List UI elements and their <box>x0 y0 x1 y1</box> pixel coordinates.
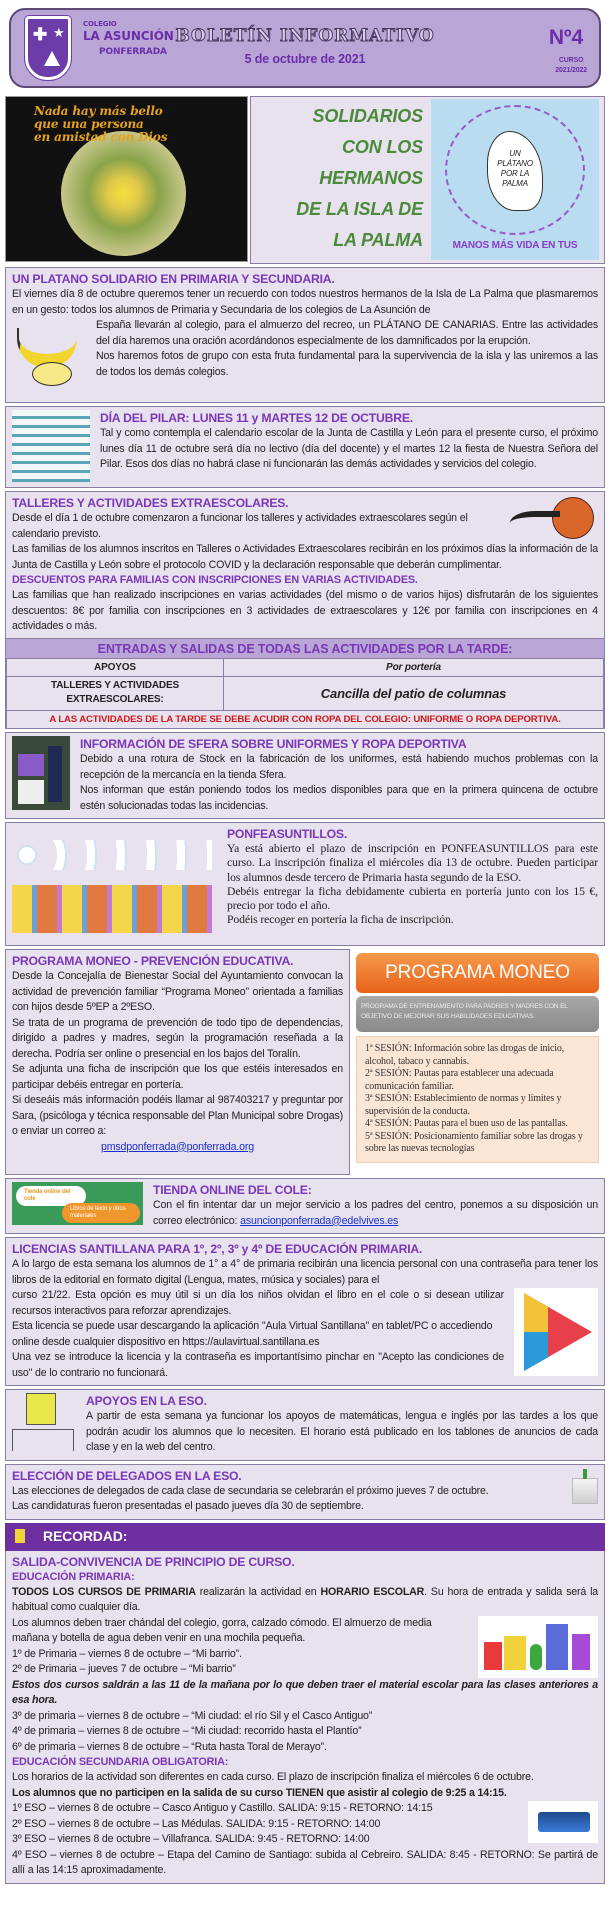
moneo-banner: PROGRAMA MONEO <box>356 953 599 993</box>
solidarity-title: SOLIDARIOS CON LOS HERMANOS DE LA ISLA DE LA PALMA <box>296 106 423 250</box>
banana-icon <box>12 318 86 398</box>
bus-icon <box>528 1801 598 1843</box>
newsletter-date: 5 de octubre de 2021 <box>244 52 366 66</box>
newsletter-body <box>5 96 605 1884</box>
section-title: TALLERES Y ACTIVIDADES EXTRAESCOLARES. <box>12 496 289 510</box>
online-shop-image: Tienda online del cole Libros de texto y otros materiales <box>12 1182 143 1225</box>
children-clouds-image <box>12 840 217 940</box>
uniform-warning: A LAS ACTIVIDADES DE LA TARDE SE DEBE ACUDIR CON ROPA DEL COLEGIO: UNIFORME O ROPA DEPORTIVA. <box>7 710 604 728</box>
moneo-section: PROGRAMA MONEO - PREVENCIÓN EDUCATIVA. Desde la Concejalía de Bienestar Social del Ayuntamiento convocan la actividad de prevención familiar “Programa Moneo” orientada a familias con hijos desde 5ºEP a 2ºESO. Se trata de un programa de prevención de todo tipo de dependencias, dirigido a padres y madres, según la programación reseñada a la derecha. Podría ser online o presencial en los bajos del Toralín. Se adjunta una ficha de inscripción que los que estéis interesados en participar debéis entregar en portería. Si deseáis más información podéis llamar al 987403217 y preguntar por Sara, (psicóloga y técnica responsable del Plan Municipal sobre Drogas) o enviar un correo a: pmsdponferrada@ponferrada.org <box>5 949 350 1175</box>
primaria-note: Estos dos cursos saldrán a las 11 de la mañana por lo que deben traer el material escolar para las clases anteriores a esa hora. <box>12 1678 598 1706</box>
platano-section: UN PLATANO SOLIDARIO EN PRIMARIA Y SECUNDARIA. El viernes día 8 de octubre queremos tener un recuerdo con todos nuestros hermanos de la Isla de La Palma que plasmaremos en un gesto: todos los alumnos de Primaria y Secundaria de los colegios de La Asunción de España llevarán al colegio, para el almuerzo del recreo, un PLÁTANO DE CANARIAS. Entre las actividades del día haremos una oración acordándonos especialmente de los damnificados por la erupción. Nos haremos fotos de grupo con esta fruta fundamental para la supervivencia de la isla y las uniremos a las de todos los demás colegios. <box>5 267 605 403</box>
santillana-app-icon <box>514 1288 598 1376</box>
licencias-section: LICENCIAS SANTILLANA PARA 1º, 2º, 3º y 4º DE EDUCACIÓN PRIMARIA. A lo largo de esta semana los alumnos de 1° a 4° de primaria recibirán una licencia personal con una contraseña para tener los libros de la editorial en formato digital (Lengua, mates, música y sociales) para el curso 21/22. Esta opción es muy útil si un día los niños olvidan el libro en el cole o si desean utilizar recursos interactivos para reforzar aprendizajes. Esta licencia se puede usar descargando la aplicación "Aula Virtual Santillana" en tablet/PC o accediendo online desde cualquier dispositivo en https://aulavirtual.santillana.es Una vez se introduce la licencia y la contraseña es importantísimo pinchar en "Acepto las condiciones de uso" de lo contrario no funcionará. <box>5 1237 605 1386</box>
moneo-program-graphic <box>350 949 605 1167</box>
la-palma-box <box>250 96 605 264</box>
section-title: TIENDA ONLINE DEL COLE: <box>153 1183 312 1197</box>
uniforms-image <box>12 736 70 810</box>
section-title: PONFEASUNTILLOS. <box>227 827 348 841</box>
school-logo-icon: ✚ ★ <box>25 16 71 80</box>
classroom-drawing-icon <box>12 1393 76 1451</box>
section-title: APOYOS EN LA ESO. <box>86 1394 207 1408</box>
tienda-section: Tienda online del cole Libros de texto y otros materiales TIENDA ONLINE DEL COLE: Con el fin intentar dar un mejor servicio a los padres del centro, ponemos a su disposición un correo electrónico: asuncionponferrada@edelvives.es <box>5 1178 605 1234</box>
section-title: INFORMACIÓN DE SFERA SOBRE UNIFORMES Y ROPA DEPORTIVA <box>80 737 467 751</box>
sfera-section: INFORMACIÓN DE SFERA SOBRE UNIFORMES Y ROPA DEPORTIVA Debido a una rotura de Stock en la fabricación de los uniformes, está habiendo muchos problemas con la recepción de la mercancía en la tienda Sfera. Nos informan que están poniendo todos los medios disponibles para que en la primera quincena de octubre estén solucionadas todas las incidencias. <box>5 732 605 819</box>
cactus-quote: Nada hay más bello que una persona en amistad con Dios <box>34 104 168 144</box>
moneo-banner-subtitle: PROGRAMA DE ENTRENAMIENTO PARA PADRES Y MADRES CON EL OBJETIVO DE MEJORAR SUS HABILIDADES EDUCATIVAS. <box>356 996 599 1032</box>
issue-number: Nº4 <box>548 26 583 49</box>
school-label: COLEGIO <box>83 20 117 28</box>
la-palma-circle-image <box>431 99 599 260</box>
section-title: PROGRAMA MONEO - PREVENCIÓN EDUCATIVA. <box>12 954 294 968</box>
moneo-row <box>5 949 605 1175</box>
section-title: LICENCIAS SANTILLANA PARA 1º, 2º, 3º y 4º DE EDUCACIÓN PRIMARIA. <box>12 1242 423 1256</box>
hero-row <box>5 96 605 264</box>
section-title: UN PLATANO SOLIDARIO EN PRIMARIA Y SECUNDARIA. <box>12 272 335 286</box>
note-icon <box>15 1529 25 1543</box>
basketball-icon <box>506 497 598 529</box>
section-title: SALIDA-CONVIVENCIA DE PRINCIPIO DE CURSO. <box>12 1554 295 1569</box>
recordad-block <box>5 1523 605 1884</box>
recordad-section: SALIDA-CONVIVENCIA DE PRINCIPIO DE CURSO. EDUCACIÓN PRIMARIA: TODOS LOS CURSOS DE PRIMARIA realizarán la actividad en HORARIO ESCOLAR. Su hora de entrada y salida será la habitual como cualquier día. Los alumnos deben traer chándal del colegio, gorra, calzado cómodo. El almuerzo de media mañana y botella de agua deben venir en una mochila pequeña. 1º de Primaria – viernes 8 de octubre – “Mi barrio”. 2º de Primaria – jueves 7 de octubre – “Mi barrio” Estos dos cursos saldrán a las 11 de la mañana por lo que deben traer el material escolar para las clases anteriores a esa hora. 3º de primaria – viernes 8 de octubre – “Mi ciudad: el río Sil y el Casco Antiguo” 4º de primaria – viernes 8 de octubre – “Mi ciudad: recorrido hasta el Plantío” 6º de primaria – viernes 8 de octubre – “Ruta hasta Toral de Merayo”. EDUCACIÓN SECUNDARIA OBLIGATORIA: Los horarios de la actividad son diferentes en cada curso. El plazo de inscripción finaliza el miércoles 6 de octubre. Los alumnos que no participen en la salida de su curso TIENEN que asistir al colegio de 9:25 a 14:15. 1º ESO – viernes 8 de octubre – Casco Antiguo y Castillo. SALIDA: 9:15 - RETORNO: 14:15 2º ESO – viernes 8 de octubre – Las Médulas. SALIDA: 9:15 - RETORNO: 14:00 3º ESO – viernes 8 de octubre – Villafranca. SALIDA: 9:45 - RETORNO: 14:00 4º ESO – viernes 8 de octubre – Etapa del Camino de Santiago: subida al Cebreiro. SALIDA: 8:45 - RETORNO: Se partirá de allí a las 14:15 aproximadamente. <box>5 1551 605 1884</box>
eleccion-section: ELECCIÓN DE DELEGADOS EN LA ESO. Las elecciones de delegados de cada clase de secundaria se celebrarán el próximo jueves 7 de octubre. Las candidaturas fueron presentadas el pasado jueves día 30 de septiembre. <box>5 1464 605 1520</box>
school-year: CURSO 2021/2022 <box>555 57 587 74</box>
ballot-box-icon <box>572 1478 598 1504</box>
school-city: PONFERRADA <box>99 47 167 57</box>
circle-slogan: MANOS MÁS VIDA EN TUS <box>452 240 578 251</box>
island-text: UN PLÁTANO POR LA PALMA <box>497 149 533 188</box>
entradas-table: APOYOS Por portería TALLERES Y ACTIVIDADES EXTRAESCOLARES: Cancilla del patio de columnas A LAS ACTIVIDADES DE LA TARDE SE DEBE ACUDIR CON ROPA DEL COLEGIO: UNIFORME O ROPA DEPORTIVA. <box>6 658 604 729</box>
apoyos-section: APOYOS EN LA ESO. A partir de esta semana ya funcionar los apoyos de matemáticas, lengua e inglés por las tardes a los que podrán acudir los alumnos que lo necesiten. El horario está publicado en los tablones de anuncios de cada clase y en la web del centro. <box>5 1389 605 1461</box>
talleres-section: TALLERES Y ACTIVIDADES EXTRAESCOLARES. Desde el día 1 de octubre comenzaron a funcionar los talleres y actividades extraescolares según el calendario previsto. Las familias de los alumnos inscritos en Talleres o Actividades Extraescolares recibirán en los próximos días la información de la Junta de Castilla y León sobre el protocolo COVID y la declaración responsable que deberán cumplimentar. DESCUENTOS PARA FAMILIAS CON INSCRIPCIONES EN VARIAS ACTIVIDADES. Las familias que han realizado inscripciones en varias actividades (del mismo o de varios hijos) disfrutarán de los siguientes descuentos: 8€ por familia con inscripciones en 3 actividades de extraescolares y 12€ por familia con inscripciones en 4 actividades o más. ENTRADAS Y SALIDAS DE TODAS LAS ACTIVIDADES POR LA TARDE: APOYOS Por portería TALLERES Y ACTIVIDADES EXTRAESCOLARES: Cancilla del patio de columnas A LAS ACTIVIDADES DE LA TARDE SE DEBE ACUDIR CON ROPA DEL COLEGIO: UNIFORME O ROPA DEPORTIVA. <box>5 491 605 729</box>
newsletter-title: BOLETÍN INFORMATIVO <box>175 26 435 46</box>
recordad-header <box>5 1523 605 1551</box>
newsletter-header <box>9 8 601 88</box>
tienda-email-link[interactable]: asuncionponferrada@edelvives.es <box>240 1214 399 1227</box>
pilar-section: DÍA DEL PILAR: LUNES 11 y MARTES 12 DE OCTUBRE. Tal y como contempla el calendario escolar de la Junta de Castilla y León para el presente curso, el próximo lunes día 11 de octubre será día no lectivo (día del docente) y el martes 12 la fiesta de Nuestra Señora del Pilar. Esos dos días no habrá clase ni funcionarán las demás actividades y servicios del colegio. <box>5 406 605 488</box>
cactus-image <box>5 96 248 262</box>
calendar-icon <box>12 410 90 482</box>
session-list: 1ª SESIÓN: Información sobre las drogas de inicio, alcohol, tabaco y cannabis. 2ª SESIÓN: Pautas para establecer una adecuada comunicación familiar. 3ª SESIÓN: Establecimiento de normas y límites y supervisión de la conducta. 4ª SESIÓN: Pautas para el buen uso de las pantallas. 5ª SESIÓN: Posicionamiento familiar sobre las drogas y sobre las nuevas tecnologías <box>356 1036 599 1163</box>
houses-drawing-image <box>478 1616 598 1678</box>
school-name: LA ASUNCIÓN <box>83 29 174 43</box>
section-title: ELECCIÓN DE DELEGADOS EN LA ESO. <box>12 1468 242 1483</box>
entradas-title: ENTRADAS Y SALIDAS DE TODAS LAS ACTIVIDADES POR LA TARDE: <box>6 638 604 658</box>
section-title: DÍA DEL PILAR: LUNES 11 y MARTES 12 DE OCTUBRE. <box>100 411 413 425</box>
recordad-title: RECORDAD: <box>43 1527 128 1544</box>
moneo-email-link[interactable]: pmsdponferrada@ponferrada.org <box>100 1140 255 1153</box>
ponfeasuntillos-section: PONFEASUNTILLOS. Ya está abierto el plazo de inscripción en PONFEASUNTILLOS para este curso. La inscripción finaliza el miércoles día 13 de octubre. Pueden participar los alumnos desde tercero de Primaria hasta segundo de la ESO. Debéis entregar la ficha debidamente cubierta en portería junto con los 15 €, precio por todo el año. Podéis recoger en portería la ficha de inscripción. <box>5 822 605 946</box>
